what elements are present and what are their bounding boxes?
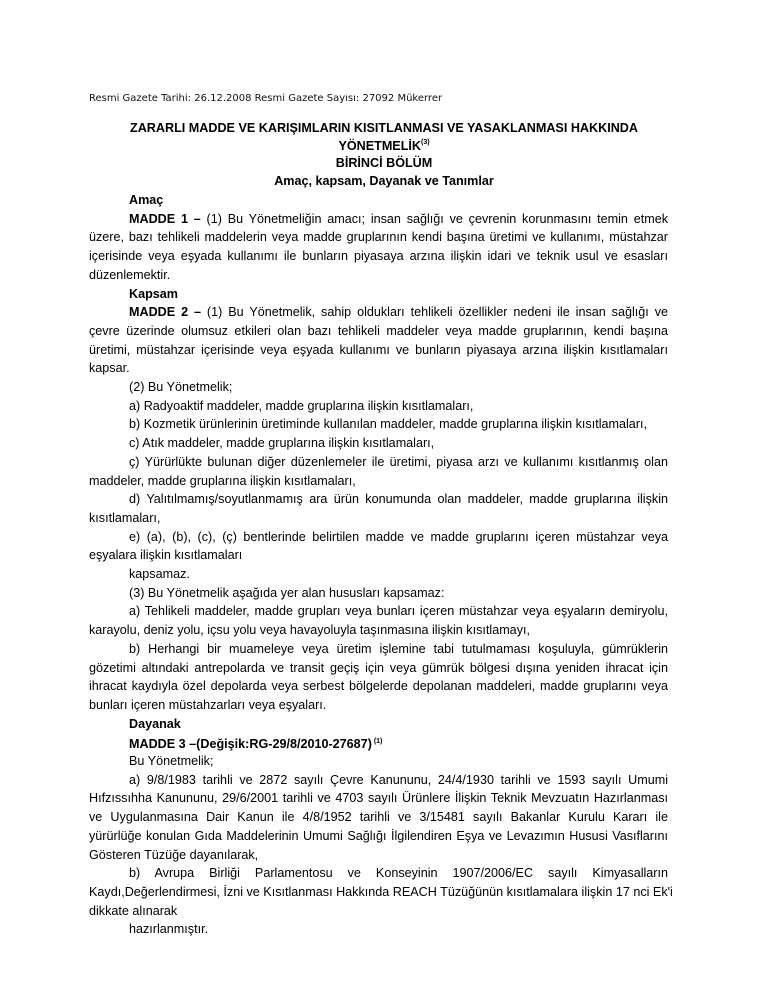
line-text: a) Radyoaktif maddeler, madde gruplarına ilişkin kısıtlamaları,: [129, 398, 474, 413]
text-line: [89, 903, 668, 919]
section-subtitle: Amaç, kapsam, Dayanak ve Tanımlar: [274, 174, 494, 188]
text-line: [89, 323, 668, 339]
line-text: kapsamaz.: [129, 567, 190, 581]
line-text: Hıfzıssıhha Kanununu, 29/6/2001 tarihli ve 4703 sayılı Ürünlere İlişkin Teknik Mevzuatın Hazırlanması: [89, 791, 668, 806]
line-text: d) Yalıtılmamış/soyutlanmamış ara ürün konumunda olan maddeler, madde gruplarına ilişkin: [129, 492, 668, 507]
line-text: gözetimi altındaki antrepolarda ve transit geçiş için veya gümrük bölgesi dışına yeniden ihracat için: [89, 660, 668, 675]
line-text: ve Uygulanmasına Dair Kanun ile 4/8/1952 tarihli ve 3/15481 sayılı Bakanlar Kurulu Kararı ile: [89, 810, 668, 825]
text-line: [129, 491, 668, 507]
text-line: [129, 379, 668, 395]
footnote-ref: (3): [421, 138, 430, 146]
line-text: (1) Bu Yönetmeliğin amacı; insan sağlığı ve çevrenin korunmasını temin etmek: [200, 211, 668, 226]
text-line: [89, 809, 668, 825]
line-text: (1) Bu Yönetmelik, sahip oldukları tehlikeli özellikler nedeni ile insan sağlığı ve: [201, 305, 668, 320]
line-text: üzere, bazı tehlikeli maddelerin veya madde gruplarının kendi başına üretimi ve kullanımı, müstahzar: [89, 230, 668, 245]
text-line: [129, 753, 668, 769]
line-text: hazırlanmıştır.: [129, 922, 209, 937]
line-text: dikkate alınarak: [89, 903, 178, 918]
text-line: [89, 697, 668, 713]
text-line: [129, 641, 668, 657]
text-line: [129, 734, 668, 752]
article-number: MADDE 1 –: [129, 211, 201, 226]
line-text: karayolu, deniz yolu, içsu yolu veya havayoluyla taşınmasına ilişkin kısıtlamayı,: [89, 623, 530, 638]
line-text: ihracat kaydıyla özel depolarda veya serbest bölgelerde depolanan maddeleri, madde gruplarını veya: [89, 679, 668, 694]
line-text: Amaç: [129, 193, 164, 207]
text-line: [89, 622, 668, 638]
text-line: [129, 566, 668, 582]
text-line: [89, 847, 668, 863]
text-line: [129, 865, 668, 881]
regulation-title-word: YÖNETMELİK: [338, 139, 421, 153]
line-text: düzenlemektir.: [89, 267, 171, 282]
text-line: [89, 547, 668, 563]
text-line: [129, 304, 668, 320]
text-line: [89, 229, 668, 245]
line-text: Bu Yönetmelik;: [129, 754, 214, 768]
line-text: içerisinde veya eşyada kullanımı ile bunların piyasaya arzına ilişkin idari ve teknik usul ve esasları: [89, 249, 668, 264]
regulation-title-line2: [0, 139, 768, 153]
article-number: MADDE 2 –: [129, 305, 202, 320]
text-line: [129, 921, 668, 937]
text-line: [89, 678, 668, 694]
text-line: [89, 790, 668, 806]
text-line: [129, 398, 668, 414]
text-line: [89, 660, 668, 676]
line-text: b) Avrupa Birliği Parlamentosu ve Konseyinin 1907/2006/EC sayılı Kimyasalların: [129, 866, 668, 881]
line-text: üretimi, müstahzar içerisinde veya eşyada kullanımı ve bunların piyasaya arzına ilişkin kısıtlamaları: [89, 342, 668, 357]
line-text: b) Herhangi bir muameleye veya üretim işlemine tabi tutulmaması koşuluyla, gümrüklerin: [129, 641, 668, 656]
regulation-title-line1: ZARARLI MADDE VE KARIŞIMLARIN KISITLANMASI VE YASAKLANMASI HAKKINDA: [130, 121, 638, 135]
line-text: b) Kozmetik ürünlerinin üretiminde kullanılan maddeler, madde gruplarına ilişkin kısıtlamaları,: [129, 417, 647, 432]
line-text: (2) Bu Yönetmelik;: [129, 380, 233, 394]
line-text: e) (a), (b), (c), (ç) bentlerinde belirtilen madde ve madde gruplarını içeren müstahzar veya: [129, 529, 668, 544]
line-text: a) 9/8/1983 tarihli ve 2872 sayılı Çevre Kanununu, 24/4/1930 tarihli ve 1593 sayılı Umumi: [129, 772, 668, 787]
line-text: kısıtlamaları,: [89, 510, 161, 525]
text-line: [129, 585, 668, 601]
line-text: ç) Yürürlükte bulunan diğer düzenlemeler ile üretimi, piyasa arzı ve kullanımı kısıtlanmış olan: [129, 454, 668, 469]
footnote-ref: (1): [371, 738, 383, 746]
line-text: Gösteren Tüzüğe dayanılarak,: [89, 847, 259, 862]
text-line: [129, 716, 668, 732]
text-line: [129, 192, 668, 208]
line-text: Dayanak: [129, 716, 181, 731]
text-line: [129, 416, 668, 432]
line-text: Kaydı,Değerlendirmesi, İzni ve Kısıtlanması Hakkında REACH Tüzüğünün kısıtlamalara ilişkin 17 nci Ek'i: [89, 884, 673, 899]
text-line: [89, 473, 668, 489]
text-line: [129, 435, 668, 451]
line-text: bunları içeren müstahzarları veya eşyaları.: [89, 697, 327, 712]
line-text: c) Atık maddeler, madde gruplarına ilişkin kısıtlamaları,: [129, 436, 435, 451]
text-line: [129, 454, 668, 470]
text-line: [89, 884, 673, 900]
text-line: [129, 286, 668, 302]
text-line: [89, 828, 668, 844]
text-line: [129, 529, 668, 545]
text-line: [129, 772, 668, 788]
line-text: maddeler, madde gruplarına ilişkin kısıtlamaları,: [89, 473, 356, 488]
line-text: Kapsam: [129, 286, 178, 301]
line-text: (3) Bu Yönetmelik aşağıda yer alan hususları kapsamaz:: [129, 585, 445, 600]
text-line: [129, 603, 668, 619]
text-line: [89, 342, 668, 358]
line-text: yürürlüğe konulan Gıda Maddelerinin Umumi Sağlığı İlgilendiren Eşya ve Levazımın Hususi Vasıflarını: [89, 828, 668, 843]
section-heading: BİRİNCİ BÖLÜM: [335, 156, 433, 170]
line-text: çevre üzerinde olumsuz etkileri olan bazı tehlikeli maddeler veya madde gruplarının, kendi başına: [89, 323, 668, 338]
text-line: [129, 211, 668, 227]
line-text: MADDE 3 –(Değişik:RG-29/8/2010-27687): [129, 737, 372, 752]
line-text: a) Tehlikeli maddeler, madde grupları veya bunları içeren müstahzar veya eşyaların demiryolu,: [129, 604, 668, 619]
text-line: [89, 267, 668, 283]
gazette-header: Resmi Gazete Tarihi: 26.12.2008 Resmi Gazete Sayısı: 27092 Mükerrer: [89, 93, 443, 104]
text-line: [89, 360, 668, 376]
text-line: [89, 248, 668, 264]
line-text: kapsar.: [89, 361, 130, 376]
text-line: [89, 510, 668, 526]
line-text: eşyalara ilişkin kısıtlamaları: [89, 548, 243, 563]
